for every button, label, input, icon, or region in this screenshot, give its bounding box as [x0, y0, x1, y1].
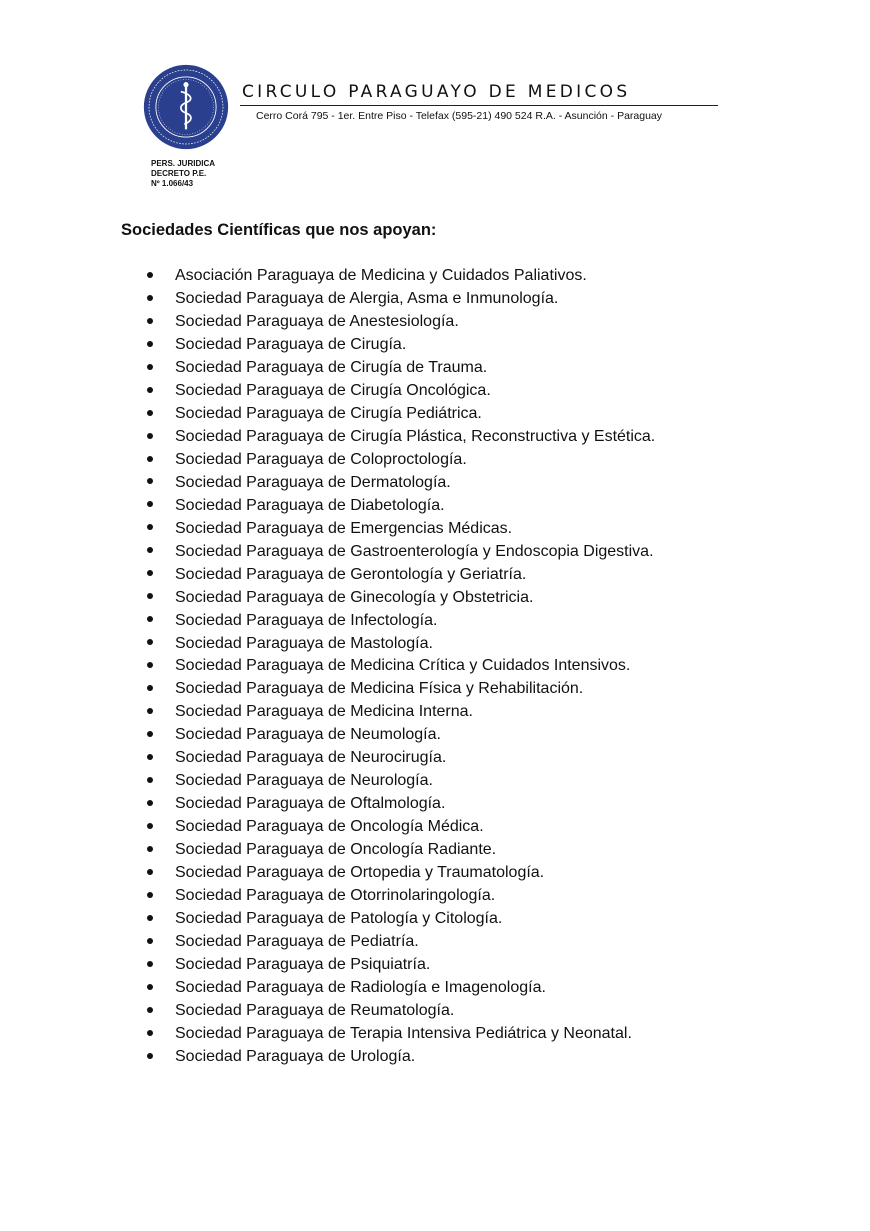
list-item: [145, 862, 655, 885]
header-divider: [240, 105, 718, 106]
list-item: [145, 587, 655, 610]
list-item: [145, 747, 655, 770]
society-name: Sociedad Paraguaya de Terapia Intensiva Pediátrica y Neonatal.: [175, 1024, 632, 1042]
bullet-icon: [147, 731, 153, 737]
society-name: Sociedad Paraguaya de Patología y Citología.: [175, 910, 503, 928]
society-name: Sociedad Paraguaya de Medicina Física y Rehabilitación.: [175, 680, 584, 698]
society-name: Sociedad Paraguaya de Cirugía Plástica, Reconstructiva y Estética.: [175, 427, 656, 445]
bullet-icon: [147, 524, 153, 530]
bullet-icon: [147, 892, 153, 898]
society-name: Sociedad Paraguaya de Urología.: [175, 1047, 416, 1065]
society-name: Sociedad Paraguaya de Alergia, Asma e Inmunología.: [175, 289, 559, 307]
society-name: Sociedad Paraguaya de Reumatología.: [175, 1002, 455, 1019]
society-name: Sociedad Paraguaya de Radiología e Imagenología.: [175, 979, 546, 997]
bullet-icon: [147, 318, 153, 324]
legal-line: DECRETO P.E.: [151, 169, 207, 178]
list-item: [145, 1000, 655, 1023]
list-item: [145, 265, 655, 288]
society-name: Sociedad Paraguaya de Gerontología y Geriatría.: [175, 565, 527, 583]
bullet-icon: [147, 387, 153, 393]
bullet-icon: [147, 915, 153, 921]
list-item: [145, 908, 655, 931]
list-item: [145, 655, 655, 678]
bullet-icon: [147, 662, 153, 668]
organization-address: Cerro Corá 795 - 1er. Entre Piso - Telefax (595-21) 490 524 R.A. - Asunción - Paraguay: [256, 110, 663, 122]
list-item: [145, 839, 655, 862]
bullet-icon: [147, 1053, 153, 1059]
list-item: [145, 495, 655, 518]
list-item: [145, 724, 655, 747]
bullet-icon: [147, 708, 153, 714]
society-name: Sociedad Paraguaya de Cirugía Oncológica.: [175, 381, 491, 399]
bullet-icon: [147, 1007, 153, 1013]
society-name: Sociedad Paraguaya de Ginecología y Obstetricia.: [175, 588, 534, 606]
section-title: Sociedades Científicas que nos apoyan:: [121, 221, 437, 239]
bullet-icon: [147, 547, 153, 553]
list-item: [145, 977, 655, 1000]
bullet-icon: [147, 777, 153, 783]
caduceus-seal-icon: [143, 64, 229, 150]
society-name: Sociedad Paraguaya de Medicina Crítica y Cuidados Intensivos.: [175, 657, 631, 675]
society-name: Sociedad Paraguaya de Medicina Interna.: [175, 703, 473, 721]
list-item: [145, 678, 655, 701]
society-name: Sociedad Paraguaya de Cirugía.: [175, 335, 407, 353]
legal-registration: [151, 159, 215, 189]
list-item: [145, 633, 655, 656]
society-name: Sociedad Paraguaya de Mastología.: [175, 634, 433, 652]
bullet-icon: [147, 984, 153, 990]
bullet-icon: [147, 961, 153, 967]
society-name: Sociedad Paraguaya de Neumología.: [175, 726, 441, 744]
list-item: [145, 449, 655, 472]
society-name: Sociedad Paraguaya de Ortopedia y Traumatología.: [175, 864, 545, 882]
legal-line: PERS. JURIDICA: [151, 159, 216, 168]
organization-name: CIRCULO PARAGUAYO DE MEDICOS: [242, 82, 631, 102]
bullet-icon: [147, 341, 153, 347]
bullet-icon: [147, 593, 153, 599]
list-item: [145, 816, 655, 839]
society-name: Asociación Paraguaya de Medicina y Cuidados Paliativos.: [175, 267, 587, 284]
society-name: Sociedad Paraguaya de Psiquiatría.: [175, 956, 431, 974]
bullet-icon: [147, 456, 153, 462]
list-item: [145, 1023, 655, 1046]
society-name: Sociedad Paraguaya de Infectología.: [175, 611, 438, 629]
list-item: [145, 931, 655, 954]
bullet-icon: [147, 685, 153, 691]
society-name: Sociedad Paraguaya de Oncología Médica.: [175, 818, 484, 836]
bullet-icon: [147, 754, 153, 760]
society-name: Sociedad Paraguaya de Dermatología.: [175, 473, 451, 491]
bullet-icon: [147, 938, 153, 944]
society-name: Sociedad Paraguaya de Neurología.: [175, 772, 433, 790]
list-item: [145, 311, 655, 334]
list-item: [145, 885, 655, 908]
list-item: [145, 1046, 655, 1069]
bullet-icon: [147, 295, 153, 301]
society-name: Sociedad Paraguaya de Emergencias Médicas.: [175, 519, 513, 537]
list-item: [145, 472, 655, 495]
legal-line: Nº 1.066/43: [151, 179, 194, 188]
list-item: [145, 564, 655, 587]
society-name: Sociedad Paraguaya de Coloproctología.: [175, 450, 467, 468]
list-item: [145, 701, 655, 724]
bullet-icon: [147, 823, 153, 829]
bullet-icon: [147, 1030, 153, 1036]
society-name: Sociedad Paraguaya de Cirugía Pediátrica.: [175, 404, 482, 422]
list-item: [145, 793, 655, 816]
bullet-icon: [147, 410, 153, 416]
bullet-icon: [147, 364, 153, 370]
bullet-icon: [147, 570, 153, 576]
society-name: Sociedad Paraguaya de Neurocirugía.: [175, 749, 447, 767]
society-name: Sociedad Paraguaya de Diabetología.: [175, 496, 445, 514]
bullet-icon: [147, 478, 153, 484]
list-item: [145, 357, 655, 380]
bullet-icon: [147, 272, 153, 278]
bullet-icon: [147, 846, 153, 852]
bullet-icon: [147, 800, 153, 806]
society-name: Sociedad Paraguaya de Anestesiología.: [175, 312, 459, 330]
list-item: [145, 334, 655, 357]
society-name: Sociedad Paraguaya de Oncología Radiante.: [175, 841, 497, 859]
bullet-icon: [147, 869, 153, 875]
society-name: Sociedad Paraguaya de Gastroenterología y Endoscopia Digestiva.: [175, 542, 654, 560]
society-name: Sociedad Paraguaya de Otorrinolaringología.: [175, 887, 496, 905]
list-item: [145, 610, 655, 633]
bullet-icon: [147, 501, 153, 507]
list-item: [145, 541, 655, 564]
societies-list: [145, 265, 655, 1069]
society-name: Sociedad Paraguaya de Oftalmología.: [175, 795, 446, 813]
list-item: [145, 380, 655, 403]
society-name: Sociedad Paraguaya de Pediatría.: [175, 933, 419, 951]
list-item: [145, 426, 655, 449]
list-item: [145, 288, 655, 311]
list-item: [145, 518, 655, 541]
list-item: [145, 403, 655, 426]
list-item: [145, 954, 655, 977]
bullet-icon: [147, 616, 153, 622]
bullet-icon: [147, 433, 153, 439]
list-item: [145, 770, 655, 793]
bullet-icon: [147, 639, 153, 645]
society-name: Sociedad Paraguaya de Cirugía de Trauma.: [175, 358, 488, 376]
